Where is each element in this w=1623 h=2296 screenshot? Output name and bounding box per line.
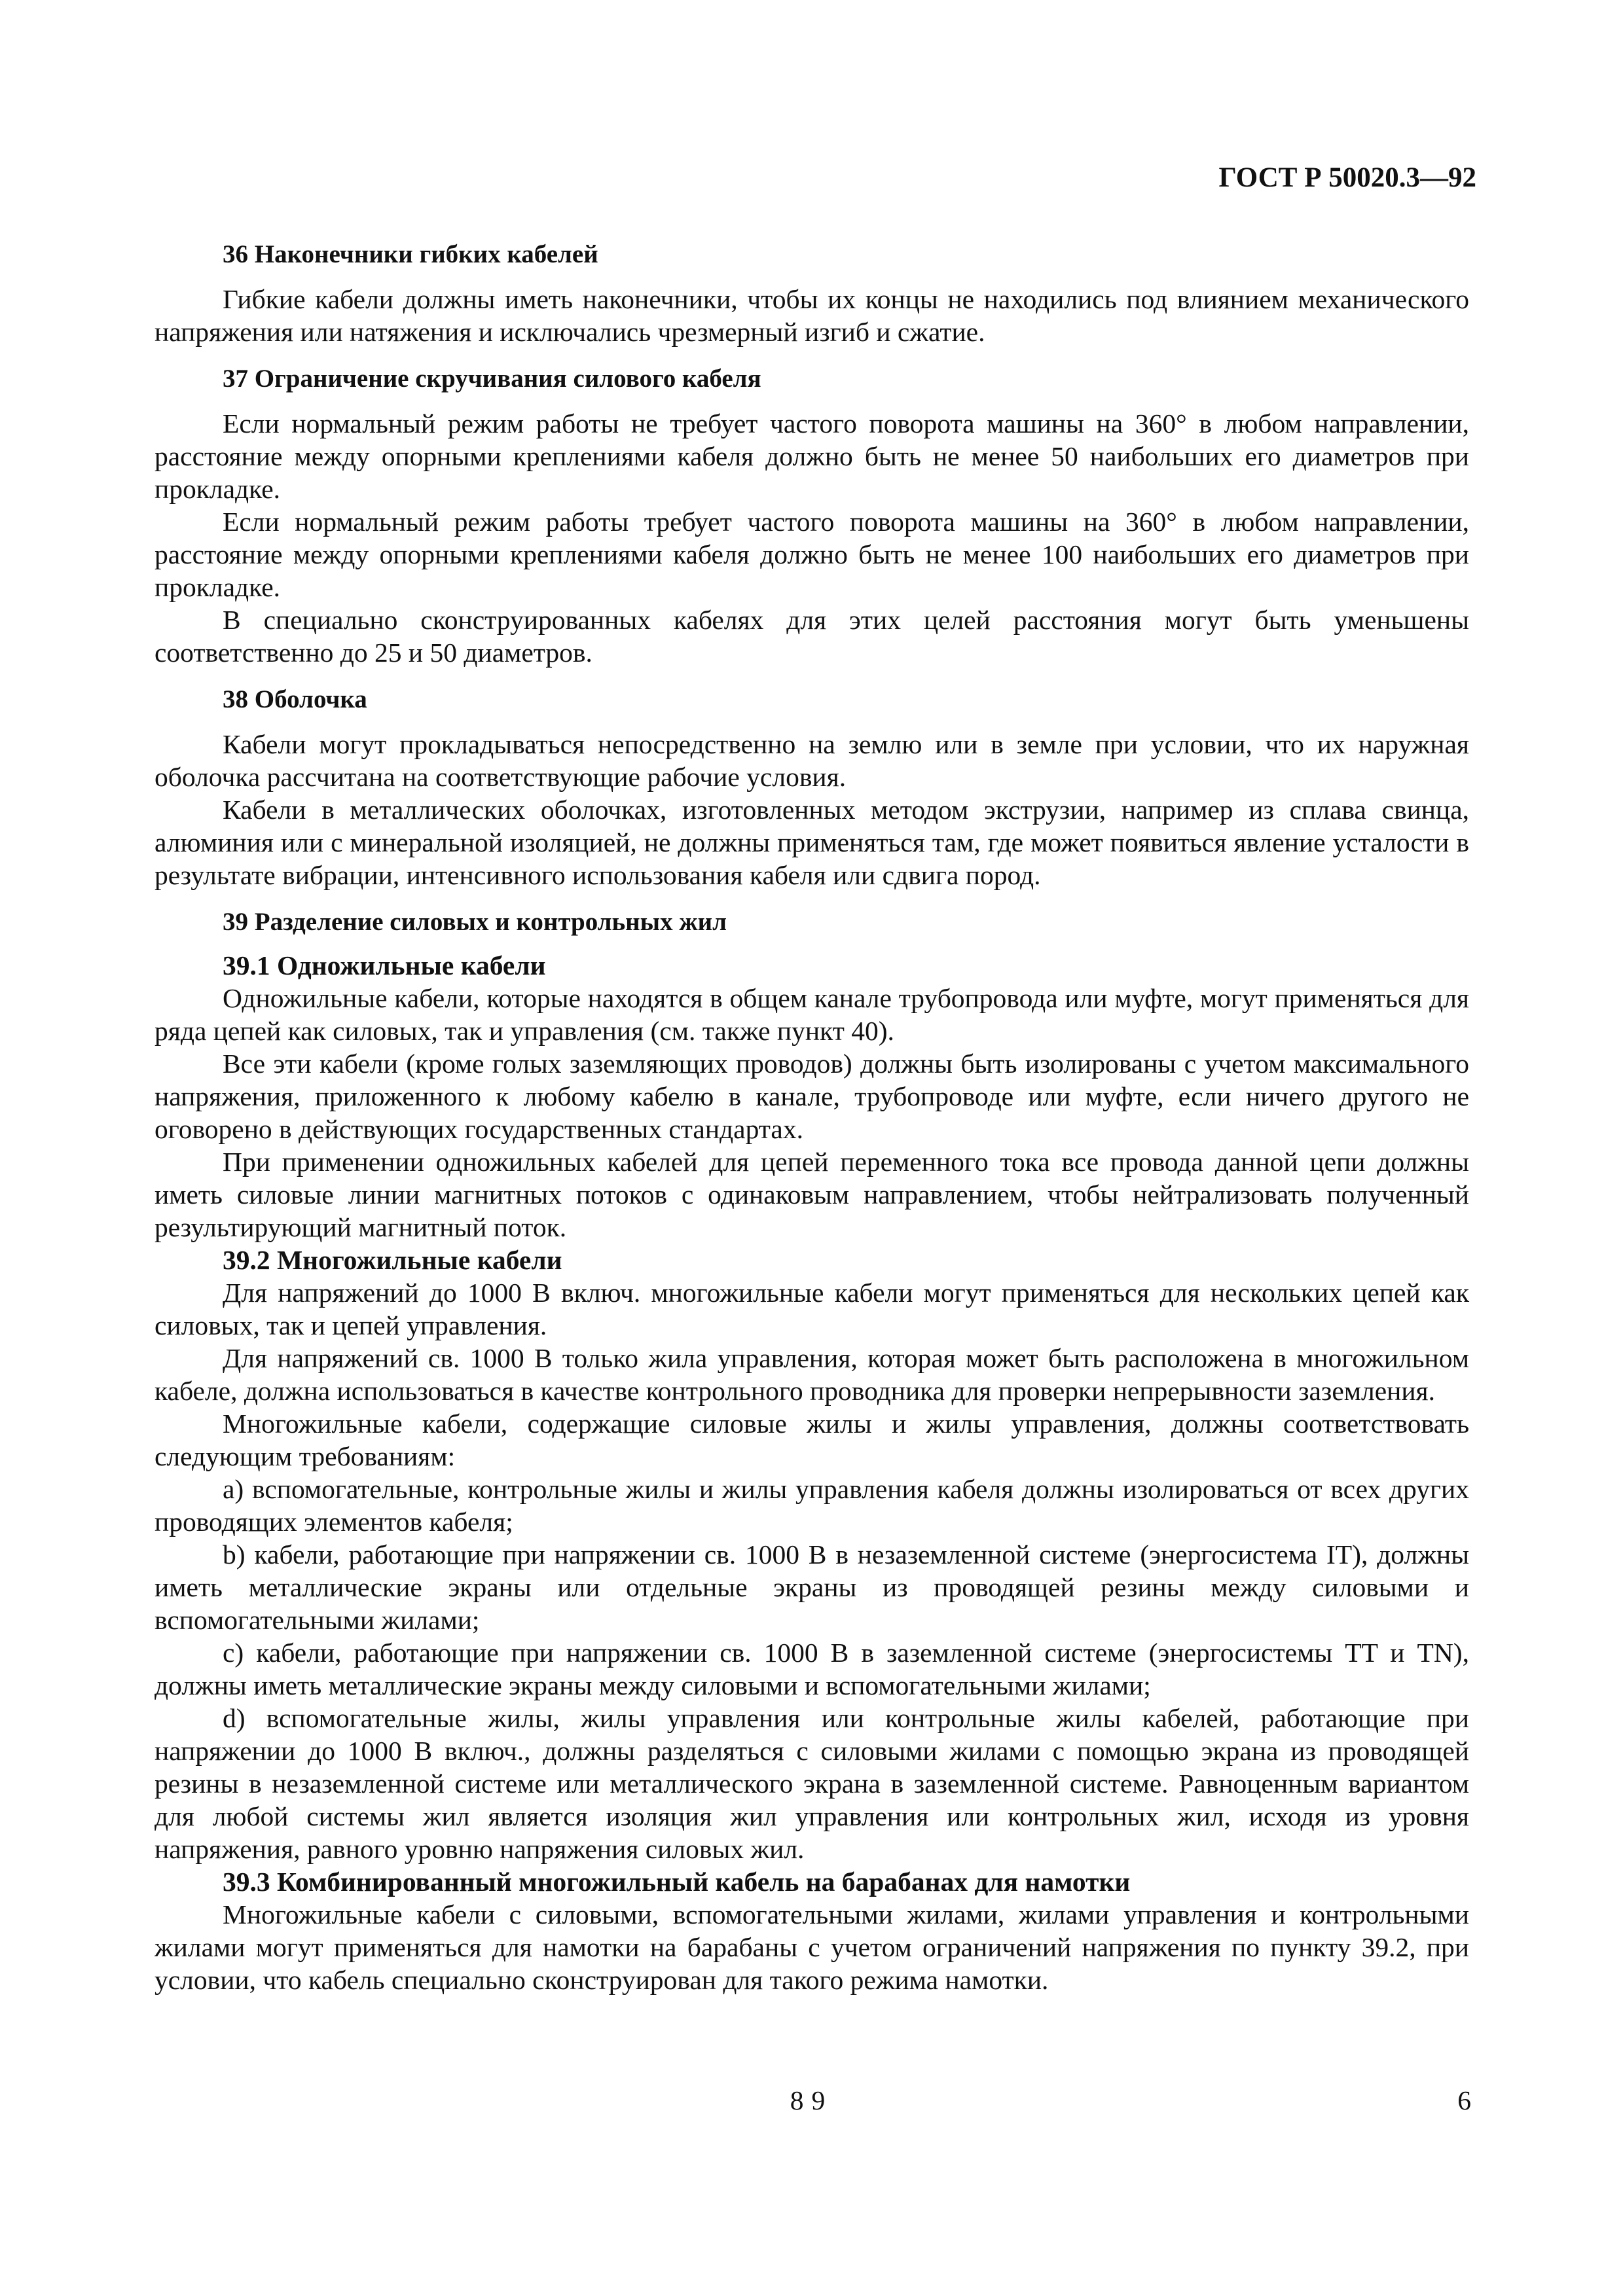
page-number: 89 xyxy=(790,2085,833,2115)
paragraph: Кабели в металлических оболочках, изготовленных методом экструзии, например из сплава свинца, алюминия или с минеральной изоляцией, не должны применяться там, где может появиться явление усталости в результате вибрации, интенсивного использования кабеля или сдвига пород. xyxy=(155,795,1469,890)
section-39-2 xyxy=(155,1244,1469,1865)
paragraph: Многожильные кабели с силовыми, вспомогательными жилами, жилами управления и контрольными жилами могут применяться для намотки на барабаны с учетом ограничений напряжения по пункту 39.2, при условии, что кабель специально сконструирован для такого режима намотки. xyxy=(155,1899,1469,1995)
paragraph: Кабели могут прокладываться непосредственно на землю или в земле при условии, что их наружная оболочка рассчитана на соответствующие рабочие условия. xyxy=(155,729,1469,792)
section-39 xyxy=(155,906,1469,939)
section-37 xyxy=(155,363,1469,669)
list-item-d: d) вспомогательные жилы, жилы управления или контрольные жилы кабелей, работающие при напряжении до 1000 В включ., должны разделяться с силовыми жилами с помощью экрана из проводящей резины в незаземленной системе или металлического экрана в заземленной системе. Равноценным вариантом для любой системы жил является изоляция жил управления или контрольных жил, исходя из уровня напряжения, равного уровню напряжения силовых жил. xyxy=(155,1703,1469,1864)
section-39-3 xyxy=(155,1865,1469,1996)
section-heading: 38 Оболочка xyxy=(223,685,367,713)
paragraph: Все эти кабели (кроме голых заземляющих проводов) должны быть изолированы с учетом максимального напряжения, приложенного к любому кабелю в канале, трубопроводе или муфте, если ничего другого не оговорено в действующих государственных стандартах. xyxy=(155,1049,1469,1144)
paragraph: Для напряжений до 1000 В включ. многожильные кабели могут применяться для нескольких цепей как силовых, так и цепей управления. xyxy=(155,1278,1469,1340)
paragraph: Многожильные кабели, содержащие силовые жилы и жилы управления, должны соответствовать следующим требованиям: xyxy=(155,1408,1469,1471)
list-item-b: b) кабели, работающие при напряжении св. 1000 В в незаземленной системе (энергосистема IT), должны иметь металлические экраны или отдельные экраны из проводящей резины между силовыми и вспомогательными жилами; xyxy=(155,1539,1469,1635)
list-item-a: a) вспомогательные, контрольные жилы и жилы управления кабеля должны изолироваться от всех других проводящих элементов кабеля; xyxy=(155,1474,1469,1537)
sheet-number: 6 xyxy=(1457,2085,1471,2115)
standard-code: ГОСТ Р 50020.3—92 xyxy=(1218,162,1476,193)
paragraph: Гибкие кабели должны иметь наконечники, чтобы их концы не находились под влиянием механического напряжения или натяжения и исключались чрезмерный изгиб и сжатие. xyxy=(155,284,1469,347)
section-heading: 36 Наконечники гибких кабелей xyxy=(223,240,598,268)
document-body xyxy=(155,238,1469,1996)
paragraph: Одножильные кабели, которые находятся в общем канале трубопровода или муфте, могут применяться для ряда цепей как силовых, так и управления (см. также пункт 40). xyxy=(155,983,1469,1046)
section-39-1 xyxy=(155,949,1469,1244)
paragraph: Если нормальный режим работы не требует частого поворота машины на 360° в любом направлении, расстояние между опорными креплениями кабеля должно быть не менее 50 наибольших его диаметров при прокладке. xyxy=(155,408,1469,504)
paragraph: В специально сконструированных кабелях для этих целей расстояния могут быть уменьшены соответственно до 25 и 50 диаметров. xyxy=(155,605,1469,668)
subsection-heading: 39.3 Комбинированный многожильный кабель на барабанах для намотки xyxy=(223,1867,1131,1897)
section-38 xyxy=(155,683,1469,891)
list-item-c: c) кабели, работающие при напряжении св. 1000 В в заземленной системе (энергосистемы TT и TN), должны иметь металлические экраны между силовыми и вспомогательными жилами; xyxy=(155,1638,1469,1700)
section-heading: 39 Разделение силовых и контрольных жил xyxy=(223,908,727,936)
subsection-heading: 39.2 Многожильные кабели xyxy=(223,1245,562,1275)
section-heading: 37 Ограничение скручивания силового кабеля xyxy=(223,365,761,393)
subsection-heading: 39.1 Одножильные кабели xyxy=(223,950,546,980)
paragraph: Если нормальный режим работы требует частого поворота машины на 360° в любом направлении, расстояние между опорными креплениями кабеля должно быть не менее 100 наибольших его диаметров при прокладке. xyxy=(155,507,1469,602)
section-36 xyxy=(155,238,1469,348)
paragraph: Для напряжений св. 1000 В только жила управления, которая может быть расположена в многожильном кабеле, должна использоваться в качестве контрольного проводника для проверки непрерывности заземления. xyxy=(155,1343,1469,1406)
paragraph: При применении одножильных кабелей для цепей переменного тока все провода данной цепи должны иметь силовые линии магнитных потоков с одинаковым направлением, чтобы нейтрализовать полученный результирующий магнитный поток. xyxy=(155,1147,1469,1242)
